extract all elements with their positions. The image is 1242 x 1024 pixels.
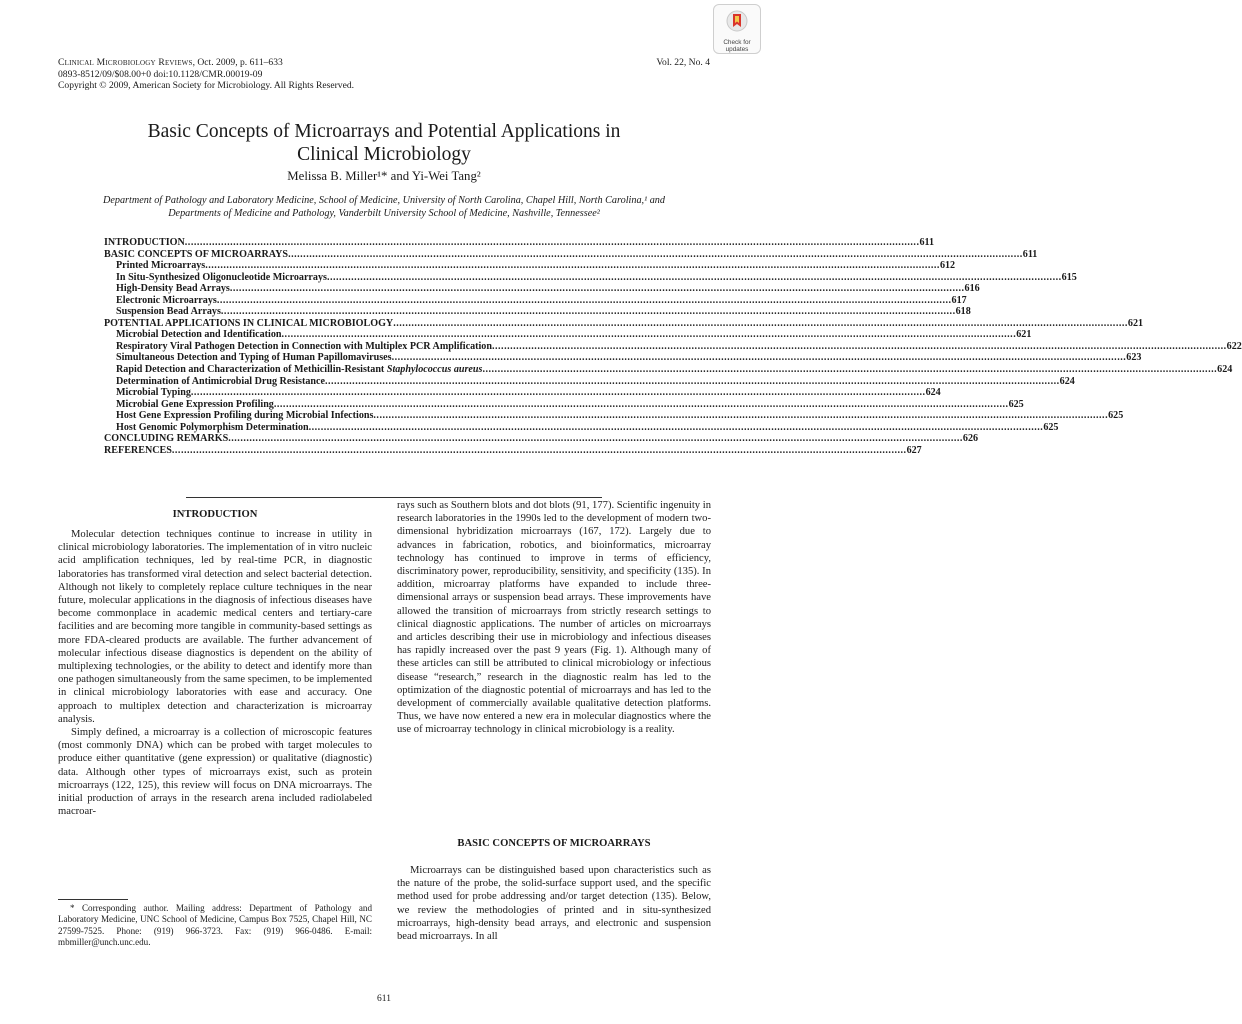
- toc-entry-page: 616: [964, 283, 980, 295]
- basic-concepts-heading: BASIC CONCEPTS OF MICROARRAYS: [457, 838, 651, 849]
- journal-name: Clinical Microbiology Reviews: [58, 57, 193, 68]
- toc-leader-dots: ...................................................................................................................................................................................................................................................: [205, 260, 940, 272]
- toc-entry[interactable]: [104, 306, 971, 318]
- right-paragraph-1: rays such as Southern blots and dot blots (91, 177). Scientific ingenuity in research laboratories in the 1990s led to the development of modern two-dimensional hybridization microarrays (167, 172). Largely due to advances in fabrication, robotics, and bioinformatics, microarray technology has continued to improve in terms of efficiency, discriminatory power, reproducibility, sensitivity, and specificity (135). In addition, microarray platforms have expanded to include three-dimensional arrays or suspension bead arrays. These improvements have allowed the transition of microarrays from strictly research settings to clinical diagnostic applications. The number of articles on microarrays and articles describing their use in microbiology and infectious diseases has rapidly increased over the past 9 years (Fig. 1). Although many of these articles can still be attributed to clinical microbiology or infectious disease “research,” research in the diagnostic realm has led to the optimization of the diagnostic potential of microarrays and has led to the development of commercially available qualitative detection platforms. Thus, we have now entered a new era in molecular diagnostics where the use of microarray technology in clinical microbiology is a reality.: [397, 500, 711, 736]
- toc-entry[interactable]: [104, 340, 1242, 353]
- toc-leader-dots: ...................................................................................................................................................................................................................................................: [491, 340, 1227, 352]
- toc-entry-page: 615: [1061, 271, 1077, 283]
- footnote-text: * Corresponding author. Mailing address: Department of Pathology and Laboratory Medicine, UNC School of Medicine, Campus Box 7525, Chapel Hill, NC 27599-7525. Phone: (919) 966-3723. Fax: (919) 966-0486. E-mail: mbmiller@unch.unc.edu.: [58, 903, 372, 947]
- toc-leader-dots: ...................................................................................................................................................................................................................................................: [393, 317, 1128, 329]
- affiliations: [50, 194, 718, 220]
- badge-line-1: Check for: [723, 39, 751, 46]
- toc-entry[interactable]: [104, 364, 1233, 376]
- toc-leader-dots: ...................................................................................................................................................................................................................................................: [281, 329, 1017, 341]
- page-number: 611: [377, 994, 391, 1004]
- badge-line-2: updates: [725, 46, 749, 53]
- footnote-rule: [58, 899, 128, 900]
- intro-paragraph-1: Molecular detection techniques continue to increase in utility in clinical microbiology laboratories. The implementation of in vitro nucleic acid amplification techniques, led by real-time PCR, in diagnostic laboratories has transformed viral detection and select bacterial detection. Although not likely to completely replace culture techniques in the near future, molecular applications in the diagnosis of infectious diseases have become commonplace in academic medical centers and tertiary-care facilities and are becoming more tangible in community-based settings as more FDA-cleared products are available. The further advancement of molecular infectious disease diagnostics is dependent on the ability of multiplexing technologies, or the ability to detect and identify more than one pathogen simultaneously from the same specimen, to be implemented in clinical microbiology laboratories with ease and accuracy. One approach to multiplex detection and characterization is microarray analysis.: [58, 529, 372, 725]
- toc-entry-page: 612: [939, 260, 956, 272]
- bookmark-ribbon-icon: [726, 10, 748, 34]
- table-of-contents: [104, 237, 1242, 456]
- title-line-2: Clinical Microbiology: [297, 144, 471, 165]
- toc-entry-title: Electronic Microarrays: [116, 294, 217, 306]
- intro-paragraph-2: Simply defined, a microarray is a collection of microscopic features (most commonly DNA) which can be probed with target molecules to produce either quantitative (gene expression) or qualitative (diagnostic) data. Although other types of microarrays exist, such as protein microarrays (122, 125), this review will focus on DNA microarrays. The initial production of arrays in the research arena included radiolabeled macroar-: [58, 727, 372, 818]
- toc-entry-page: 625: [1043, 421, 1059, 433]
- toc-entry-title: Microbial Gene Expression Profiling: [116, 398, 274, 410]
- toc-entry-page: 622: [1226, 340, 1242, 352]
- toc-entry-page: 621: [1127, 317, 1144, 329]
- running-header: [58, 57, 354, 92]
- toc-leader-dots: ...................................................................................................................................................................................................................................................: [220, 306, 956, 318]
- toc-entry[interactable]: [104, 329, 1032, 341]
- corresponding-author-footnote: [58, 903, 372, 948]
- title-line-1: Basic Concepts of Microarrays and Potential Applications in: [147, 121, 621, 142]
- toc-entry[interactable]: [104, 271, 1077, 284]
- toc-leader-dots: ...................................................................................................................................................................................................................................................: [229, 283, 965, 295]
- toc-leader-dots: ...................................................................................................................................................................................................................................................: [482, 364, 1218, 376]
- left-column: [58, 528, 372, 818]
- toc-entry[interactable]: [104, 375, 1075, 388]
- toc-entry-page: 627: [906, 444, 922, 456]
- toc-entry-title: Determination of Antimicrobial Drug Resistance: [116, 375, 325, 387]
- issn-doi: 0893-8512/09/$08.00+0 doi:10.1128/CMR.00019-09: [58, 68, 263, 80]
- toc-entry-title: Respiratory Viral Pathogen Detection in Connection with Multiplex PCR Amplification: [116, 340, 492, 352]
- toc-entry[interactable]: [104, 352, 1142, 364]
- toc-entry[interactable]: [104, 248, 1038, 261]
- citation-details: , Oct. 2009, p. 611–633: [192, 57, 283, 68]
- toc-entry-title: Simultaneous Detection and Typing of Human Papillomaviruses: [116, 352, 392, 364]
- toc-entry-title: BASIC CONCEPTS OF MICROARRAYS: [104, 248, 289, 260]
- toc-entry-title: Printed Microarrays: [116, 260, 206, 272]
- toc-leader-dots: ...................................................................................................................................................................................................................................................: [190, 387, 926, 399]
- toc-leader-dots: ...................................................................................................................................................................................................................................................: [171, 444, 907, 456]
- toc-entry[interactable]: [104, 398, 1024, 411]
- journal-citation: [58, 57, 354, 69]
- toc-entry-title: POTENTIAL APPLICATIONS IN CLINICAL MICROBIOLOGY: [104, 317, 394, 329]
- right-column: [397, 499, 711, 737]
- check-for-updates-badge[interactable]: [713, 4, 761, 54]
- toc-leader-dots: ...................................................................................................................................................................................................................................................: [391, 352, 1127, 364]
- toc-entry-title: Microbial Typing: [116, 387, 191, 399]
- introduction-heading: INTRODUCTION: [172, 509, 258, 520]
- toc-entry-page: 617: [951, 294, 967, 306]
- affiliation-line-2: Departments of Medicine and Pathology, Vanderbilt University School of Medicine, Nashville, Tennessee²: [168, 208, 600, 219]
- toc-leader-dots: ...................................................................................................................................................................................................................................................: [308, 421, 1044, 433]
- toc-entry-page: 621: [1016, 329, 1032, 341]
- toc-entry[interactable]: [104, 444, 922, 457]
- toc-entry-title: REFERENCES: [104, 444, 172, 456]
- toc-entry-page: 624: [1217, 364, 1233, 376]
- toc-entry[interactable]: [104, 283, 980, 295]
- toc-entry-title: Host Genomic Polymorphism Determination: [116, 421, 309, 433]
- toc-leader-dots: ...................................................................................................................................................................................................................................................: [184, 237, 920, 248]
- affiliation-line-1: Department of Pathology and Laboratory Medicine, School of Medicine, University of North Carolina, Chapel Hill, North Carolina,¹ and: [102, 195, 665, 206]
- toc-entry[interactable]: [104, 317, 1144, 330]
- toc-entry-page: 626: [962, 433, 979, 445]
- toc-entry-page: 618: [955, 306, 971, 318]
- toc-entry-title: Host Gene Expression Profiling during Microbial Infections: [116, 410, 374, 422]
- toc-entry[interactable]: [104, 260, 956, 272]
- toc-entry-title: Rapid Detection and Characterization of Methicillin-Resistant Staphylococcus aureus: [116, 364, 483, 376]
- toc-entry-page: 611: [1022, 248, 1038, 260]
- toc-entry-title: CONCLUDING REMARKS: [104, 433, 229, 445]
- toc-entry[interactable]: [104, 237, 935, 249]
- badge-label: [714, 39, 760, 53]
- toc-entry-page: 624: [925, 387, 941, 399]
- toc-entry-page: 625: [1008, 398, 1024, 410]
- basic-paragraph-1: Microarrays can be distinguished based upon characteristics such as the nature of the probe, the solid-surface support used, and the specific method used for probe addressing and/or target detection (135). Below, we review the methodologies of printed and in situ-synthesized microarrays, high-density bead arrays, and electronic and suspension bead microarrays. In all: [397, 865, 711, 943]
- toc-entry-page: 623: [1126, 352, 1142, 364]
- toc-entry[interactable]: [104, 387, 941, 399]
- authors: Melissa B. Miller¹* and Yi-Wei Tang²: [287, 169, 481, 183]
- toc-leader-dots: ...................................................................................................................................................................................................................................................: [288, 248, 1023, 260]
- toc-leader-dots: ...................................................................................................................................................................................................................................................: [326, 271, 1062, 283]
- toc-leader-dots: ...................................................................................................................................................................................................................................................: [216, 294, 952, 306]
- toc-entry-page: 611: [919, 237, 935, 248]
- toc-leader-dots: ...................................................................................................................................................................................................................................................: [373, 410, 1109, 422]
- toc-entry[interactable]: [104, 433, 979, 445]
- toc-entry-title: High-Density Bead Arrays: [116, 283, 230, 295]
- toc-entry-page: 624: [1059, 375, 1075, 387]
- right-column-continued: [397, 864, 711, 943]
- toc-entry-page: 625: [1108, 410, 1124, 422]
- toc-entry-title: In Situ-Synthesized Oligonucleotide Microarrays: [116, 271, 327, 283]
- toc-entry[interactable]: [104, 410, 1124, 422]
- toc-entry[interactable]: [104, 421, 1059, 434]
- copyright-line: Copyright © 2009, American Society for Microbiology. All Rights Reserved.: [58, 80, 355, 91]
- toc-leader-dots: ...................................................................................................................................................................................................................................................: [324, 375, 1060, 387]
- toc-leader-dots: ...................................................................................................................................................................................................................................................: [273, 398, 1009, 410]
- toc-entry-title: Microbial Detection and Identification: [116, 329, 282, 341]
- toc-leader-dots: ...................................................................................................................................................................................................................................................: [228, 433, 963, 445]
- toc-entry-title: INTRODUCTION: [104, 237, 185, 248]
- toc-entry-title: Suspension Bead Arrays: [116, 306, 221, 318]
- article-title: [58, 120, 710, 166]
- volume-issue: Vol. 22, No. 4: [656, 57, 710, 68]
- toc-entry[interactable]: [104, 294, 967, 307]
- section-divider: [186, 497, 602, 498]
